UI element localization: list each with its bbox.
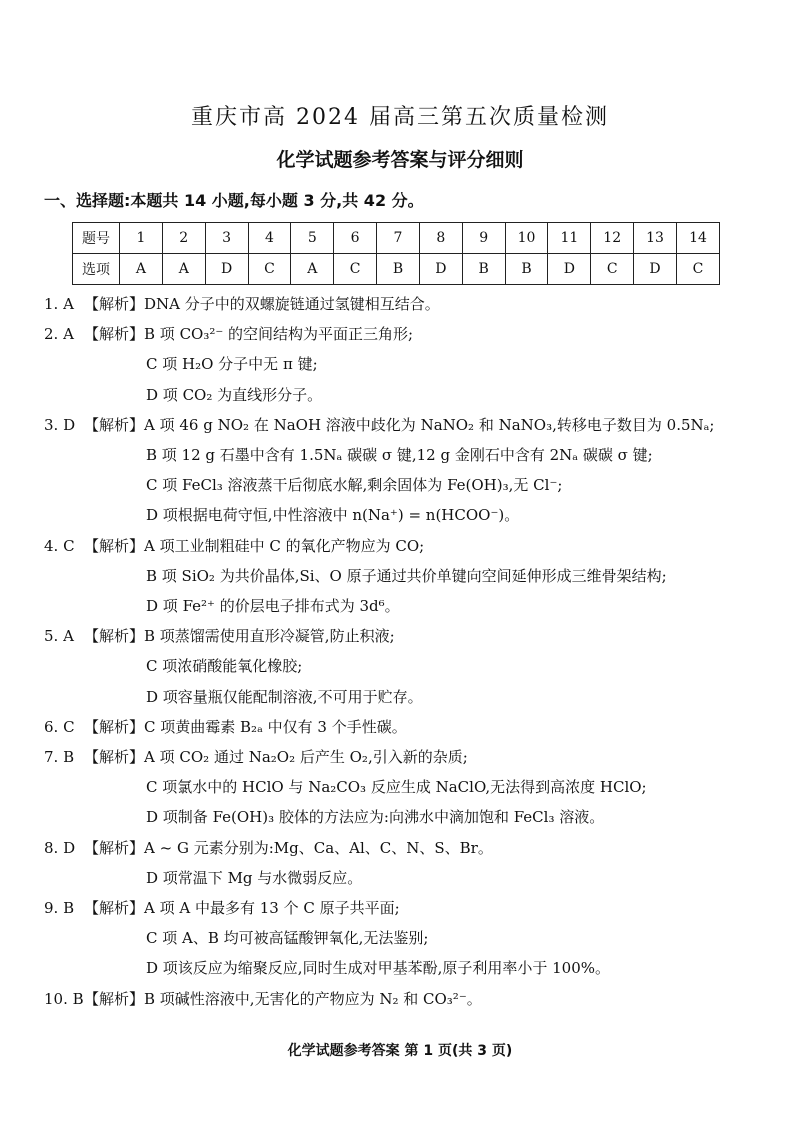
answer-cell: D (205, 254, 248, 285)
explanation-line: D 项根据电荷守恒,中性溶液中 n(Na⁺) = n(HCOO⁻)。 (146, 506, 520, 525)
question-number-cell: 1 (120, 223, 163, 254)
item-number: 8. D (44, 838, 76, 857)
table-row-answers (73, 254, 720, 285)
item-number: 7. B (44, 748, 75, 766)
section-heading: 一、选择题:本题共 14 小题,每小题 3 分,共 42 分。 (44, 191, 424, 210)
analysis-tag: 【解析】 (84, 536, 145, 555)
explanation-item (44, 989, 482, 1009)
question-number-cell: 12 (591, 223, 634, 254)
question-number-cell: 5 (291, 223, 334, 254)
explanation-text: DNA 分子中的双螺旋链通过氢键相互结合。 (144, 295, 440, 313)
answer-cell: C (248, 254, 291, 285)
analysis-tag: 【解析】 (84, 989, 145, 1008)
question-number-cell: 6 (334, 223, 377, 254)
explanation-item (44, 536, 424, 556)
analysis-tag: 【解析】 (84, 325, 145, 344)
table-header-cell: 题号 (73, 223, 120, 254)
explanation-line: D 项 Fe²⁺ 的价层电子排布式为 3d⁶。 (146, 597, 400, 615)
item-number: 2. A (44, 325, 74, 344)
explanation-line: C 项氯水中的 HClO 与 Na₂CO₃ 反应生成 NaClO,无法得到高浓度 HClO; (146, 778, 647, 797)
item-number: 10. B (44, 989, 84, 1008)
explanation-text: C 项黄曲霉素 B₂ₐ 中仅有 3 个手性碳。 (144, 717, 407, 736)
explanation-line: C 项 A、B 均可被高锰酸钾氧化,无法鉴别; (146, 929, 429, 948)
analysis-tag: 【解析】 (84, 899, 145, 917)
question-number-cell: 11 (548, 223, 591, 254)
explanation-text: B 项蒸馏需使用直形冷凝管,防止积液; (144, 627, 395, 646)
table-row-numbers (73, 223, 720, 254)
item-number: 6. C (44, 717, 75, 736)
answer-cell: D (419, 254, 462, 285)
question-number-cell: 13 (634, 223, 677, 254)
page-title: 重庆市高 2024 届高三第五次质量检测 (191, 105, 609, 130)
answer-table (72, 222, 720, 285)
explanation-item (44, 324, 413, 344)
analysis-tag: 【解析】 (84, 415, 145, 434)
explanation-item (44, 747, 468, 767)
explanation-text: A 项 46 g NO₂ 在 NaOH 溶液中歧化为 NaNO₂ 和 NaNO₃,转移电子数目为 0.5Nₐ; (144, 415, 715, 434)
explanation-line: C 项 H₂O 分子中无 π 键; (146, 355, 318, 374)
analysis-tag: 【解析】 (84, 838, 145, 857)
answer-cell: C (591, 254, 634, 285)
page-footer: 化学试题参考答案 第 1 页(共 3 页) (287, 1043, 513, 1059)
explanation-line: C 项 FeCl₃ 溶液蒸干后彻底水解,剩余固体为 Fe(OH)₃,无 Cl⁻; (146, 476, 563, 495)
explanation-text: B 项碱性溶液中,无害化的产物应为 N₂ 和 CO₃²⁻。 (144, 989, 482, 1008)
explanation-item (44, 717, 407, 737)
answer-cell: C (334, 254, 377, 285)
answer-cell: A (291, 254, 334, 285)
explanation-item (44, 898, 400, 918)
answer-cell: A (120, 254, 163, 285)
explanation-text: B 项 CO₃²⁻ 的空间结构为平面正三角形; (144, 325, 414, 344)
answer-cell: B (462, 254, 505, 285)
item-number: 9. B (44, 899, 75, 917)
explanation-line: C 项浓硝酸能氧化橡胶; (146, 657, 303, 676)
explanation-line: D 项该反应为缩聚反应,同时生成对甲基苯酚,原子利用率小于 100%。 (146, 959, 610, 978)
item-number: 1. A (44, 295, 74, 313)
question-number-cell: 8 (419, 223, 462, 254)
question-number-cell: 9 (462, 223, 505, 254)
explanation-line: D 项制备 Fe(OH)₃ 胶体的方法应为:向沸水中滴加饱和 FeCl₃ 溶液。 (146, 808, 605, 827)
explanation-text: A 项 A 中最多有 13 个 C 原子共平面; (144, 899, 400, 917)
question-number-cell: 10 (505, 223, 548, 254)
table-header-cell: 选项 (73, 254, 120, 285)
explanation-item (44, 626, 395, 646)
analysis-tag: 【解析】 (84, 748, 145, 766)
item-number: 3. D (44, 415, 76, 434)
question-number-cell: 2 (162, 223, 205, 254)
question-number-cell: 3 (205, 223, 248, 254)
answer-cell: A (162, 254, 205, 285)
explanation-line: B 项 12 g 石墨中含有 1.5Nₐ 碳碳 σ 键,12 g 金刚石中含有 2Nₐ 碳碳 σ 键; (146, 446, 653, 464)
explanation-text: A 项 CO₂ 通过 Na₂O₂ 后产生 O₂,引入新的杂质; (144, 748, 468, 766)
explanation-item (44, 415, 714, 435)
answer-cell: C (676, 254, 719, 285)
explanation-item (44, 838, 493, 858)
explanation-line: B 项 SiO₂ 为共价晶体,Si、O 原子通过共价单键向空间延伸形成三维骨架结构; (146, 566, 667, 585)
explanation-text: A 项工业制粗硅中 C 的氧化产物应为 CO; (144, 536, 425, 555)
answer-cell: B (377, 254, 420, 285)
answer-cell: B (505, 254, 548, 285)
question-number-cell: 4 (248, 223, 291, 254)
analysis-tag: 【解析】 (84, 295, 145, 313)
analysis-tag: 【解析】 (84, 717, 145, 736)
question-number-cell: 7 (377, 223, 420, 254)
explanation-line: D 项常温下 Mg 与水微弱反应。 (146, 868, 363, 887)
question-number-cell: 14 (676, 223, 719, 254)
explanation-line: D 项容量瓶仅能配制溶液,不可用于贮存。 (146, 687, 423, 706)
explanation-line: D 项 CO₂ 为直线形分子。 (146, 385, 323, 404)
answer-cell: D (548, 254, 591, 285)
explanation-item (44, 294, 440, 314)
page-subtitle: 化学试题参考答案与评分细则 (276, 149, 524, 171)
answer-cell: D (634, 254, 677, 285)
item-number: 5. A (44, 627, 74, 646)
analysis-tag: 【解析】 (84, 627, 145, 646)
item-number: 4. C (44, 536, 75, 555)
explanation-text: A ~ G 元素分别为:Mg、Ca、Al、C、N、S、Br。 (144, 838, 493, 857)
